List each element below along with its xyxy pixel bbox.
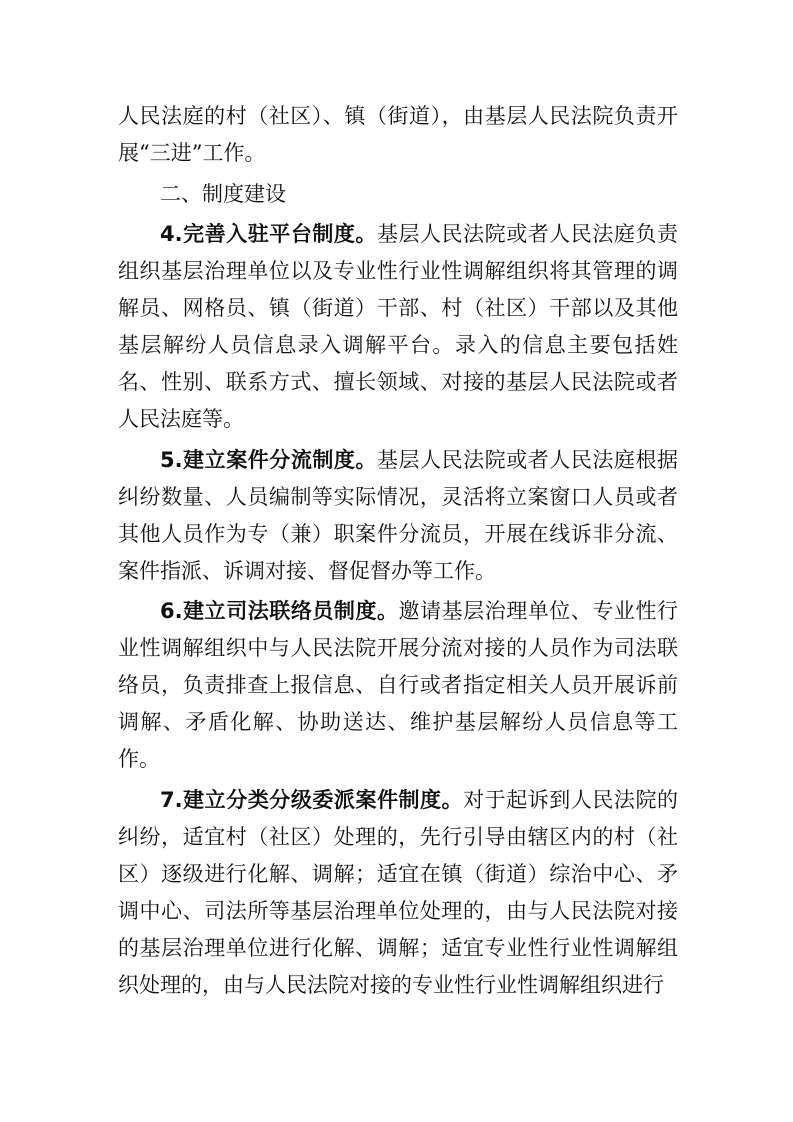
item-paragraph-5 [118, 442, 678, 590]
item-lead-7: 7.建立分类分级委派案件制度。 [160, 787, 464, 812]
continued-paragraph: 人民法庭的村（社区）、镇（街道），由基层人民法院负责开展“三进”工作。 [118, 104, 678, 165]
document-page [118, 98, 678, 1007]
item-body-4: 基层人民法院或者人民法庭负责组织基层治理单位以及专业性行业性调解组织将其管理的调解员、网格员、镇（街道）干部、村（社区）干部以及其他基层解纷人员信息录入调解平台。录入的信息主要包括姓名、性别、联系方式、擅长领域、对接的基层人民法院或者人民法庭等。 [118, 222, 678, 431]
item-body-5: 基层人民法院或者人民法庭根据纠纷数量、人员编制等实际情况，灵活将立案窗口人员或者其他人员作为专（兼）职案件分流员，开展在线诉非分流、案件指派、诉调对接、督促督办等工作。 [118, 447, 678, 583]
item-paragraph-4 [118, 216, 678, 438]
item-body-7: 对于起诉到人民法院的纠纷，适宜村（社区）处理的，先行引导由辖区内的村（社区）逐级进行化解、调解；适宜在镇（街道）综治中心、矛调中心、司法所等基层治理单位处理的，由与人民法院对接的基层治理单位进行化解、调解；适宜专业性行业性调解组织处理的，由与人民法院对接的专业性行业性调解组织进行 [118, 787, 678, 997]
item-lead-6: 6.建立司法联络员制度。 [160, 599, 399, 623]
item-paragraph-7 [118, 782, 678, 1004]
item-lead-5: 5.建立案件分流制度。 [160, 447, 377, 472]
item-body-6: 邀请基层治理单位、专业性行业性调解组织中与人民法院开展分流对接的人员作为司法联络员，负责排查上报信息、自行或者指定相关人员开展诉前调解、矛盾化解、协助送达、维护基层解纷人员信息等工作。 [118, 599, 679, 771]
section-heading: 二、制度建设 [160, 181, 286, 206]
item-paragraph-6 [118, 593, 678, 778]
item-lead-4: 4.完善入驻平台制度。 [160, 222, 377, 246]
